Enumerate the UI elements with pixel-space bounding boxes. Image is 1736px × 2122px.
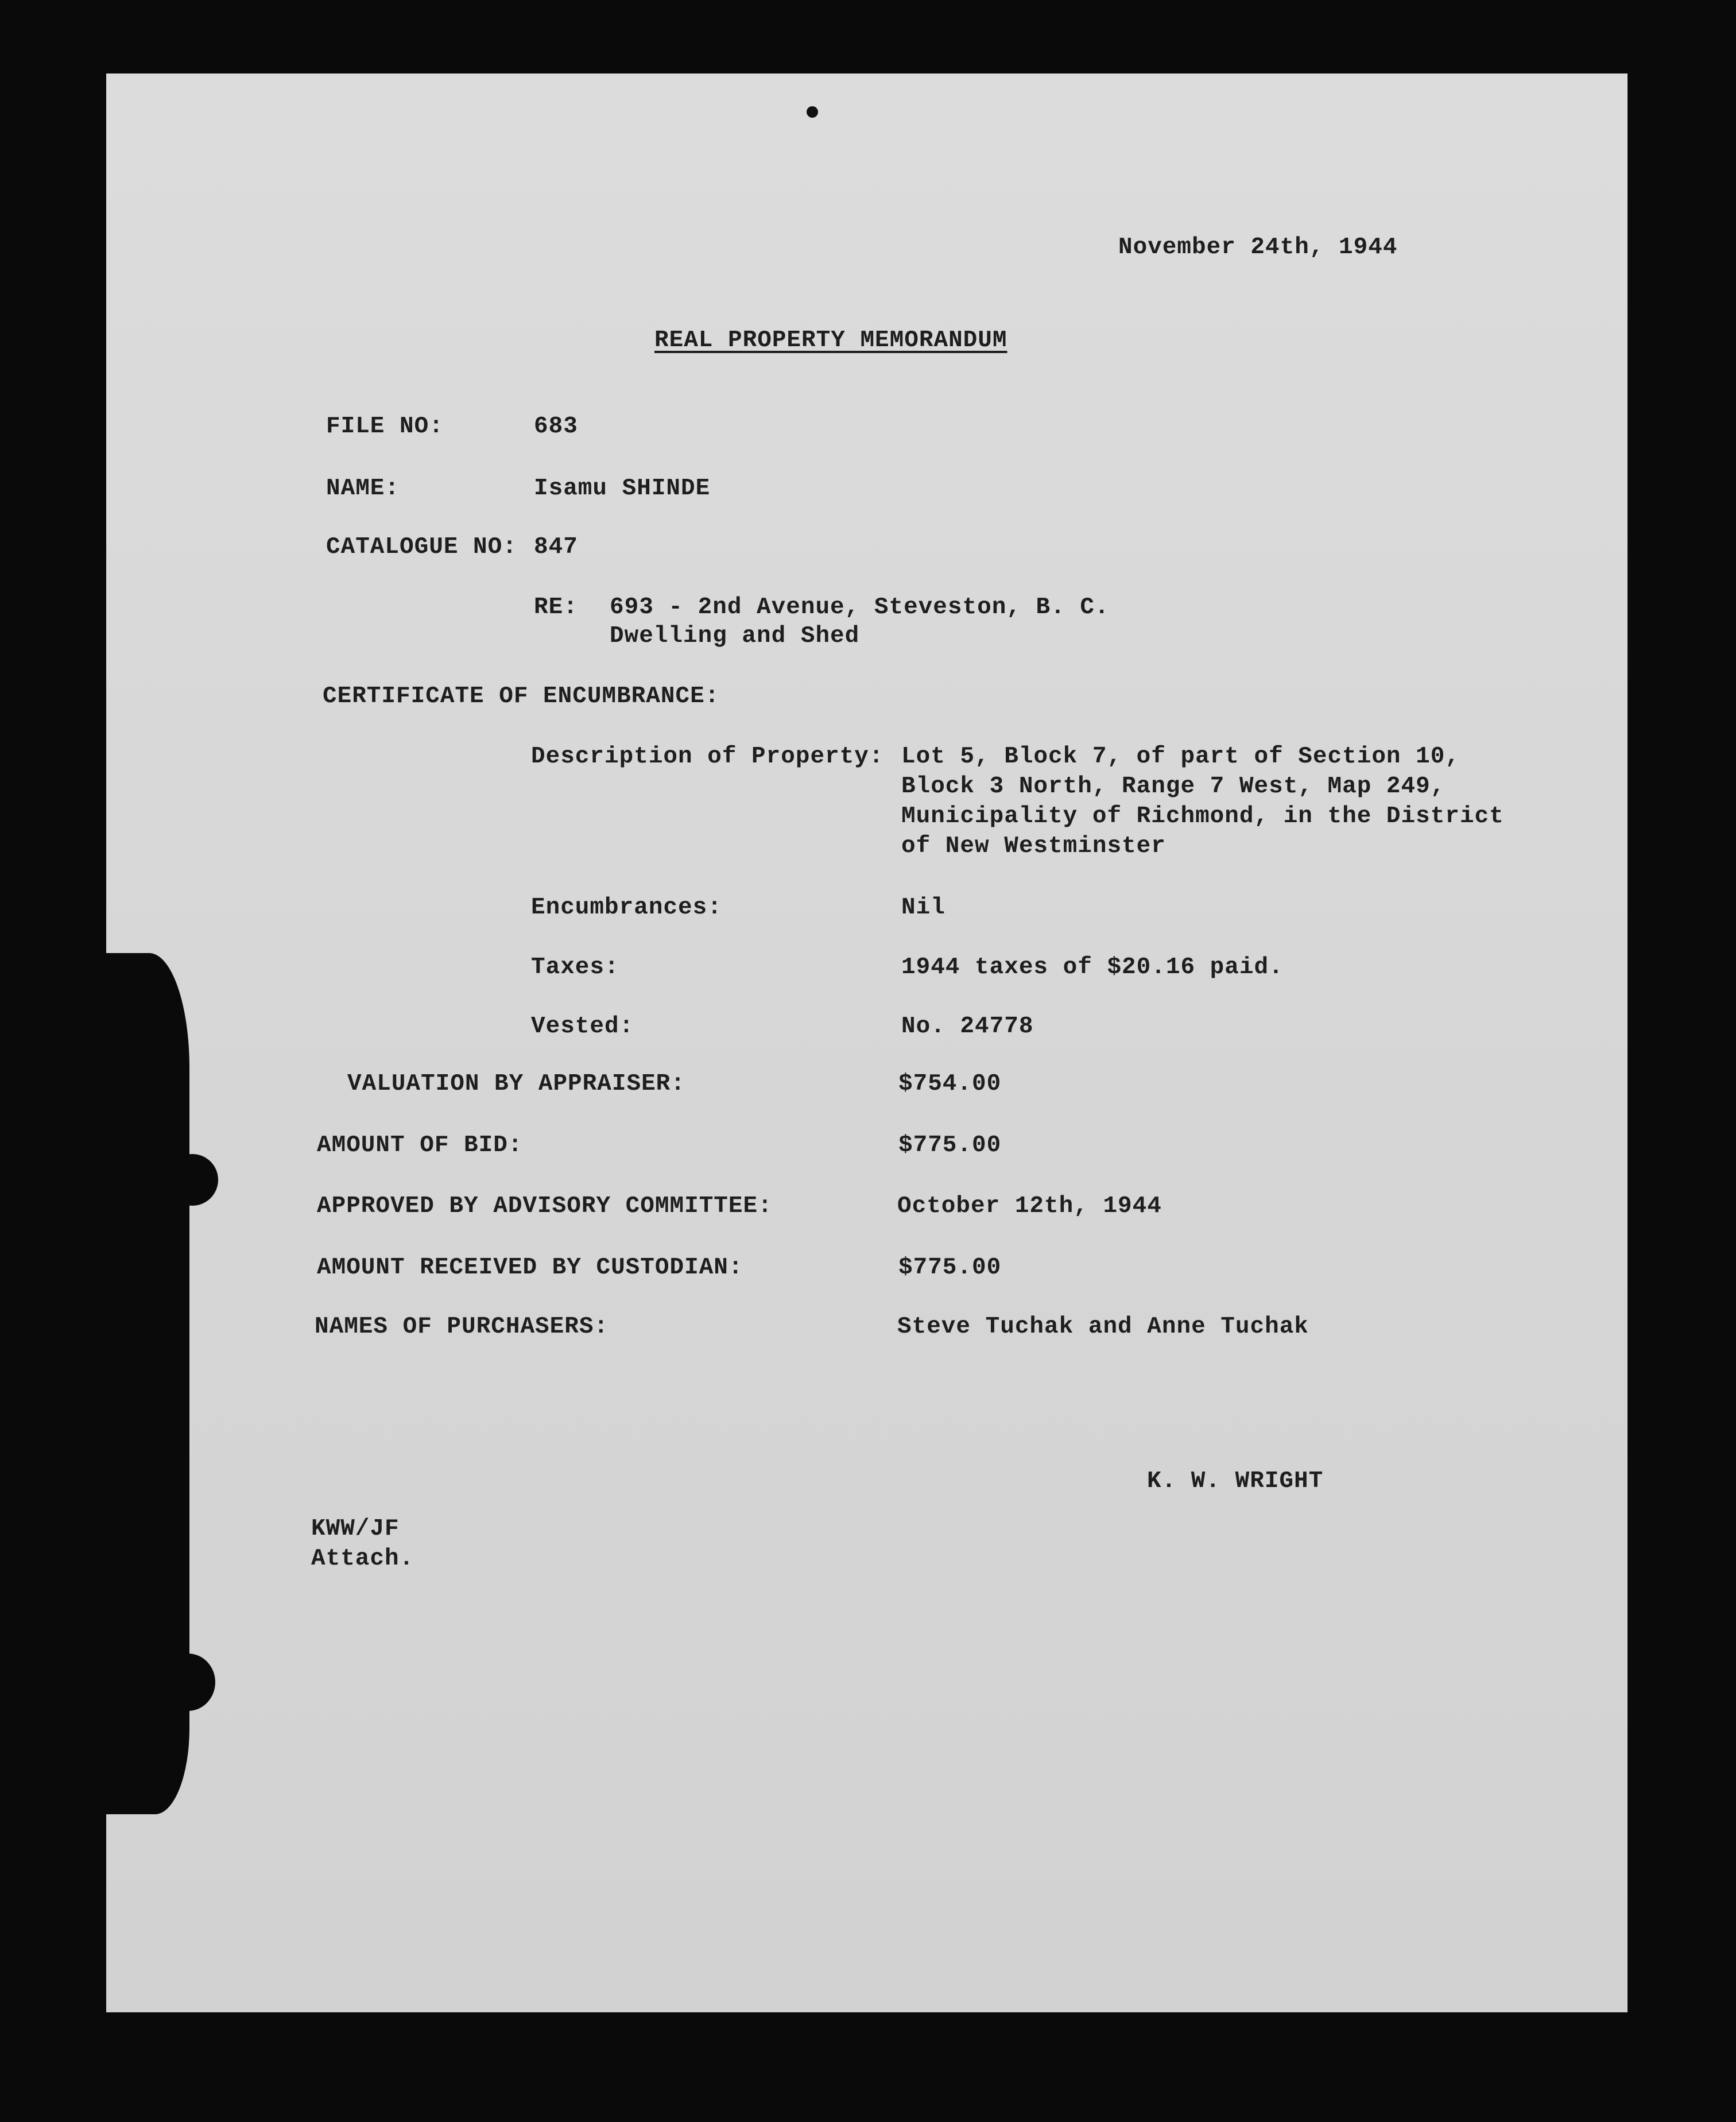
signature: K. W. WRIGHT bbox=[1147, 1468, 1324, 1494]
name-value: Isamu SHINDE bbox=[534, 475, 711, 502]
name-label: NAME: bbox=[326, 475, 400, 502]
initials: KWW/JF bbox=[311, 1516, 400, 1542]
purchasers-label: NAMES OF PURCHASERS: bbox=[315, 1314, 609, 1340]
bid-value: $775.00 bbox=[898, 1132, 1002, 1159]
re-description: Dwelling and Shed bbox=[610, 623, 860, 649]
valuation-value: $754.00 bbox=[898, 1071, 1002, 1097]
certificate-label: CERTIFICATE OF ENCUMBRANCE: bbox=[323, 683, 720, 710]
received-label: AMOUNT RECEIVED BY CUSTODIAN: bbox=[317, 1254, 743, 1281]
taxes-value: 1944 taxes of $20.16 paid. bbox=[901, 954, 1284, 981]
re-address: 693 - 2nd Avenue, Steveston, B. C. bbox=[610, 594, 1110, 621]
catalogue-label: CATALOGUE NO: bbox=[326, 534, 517, 560]
description-line: of New Westminster bbox=[901, 833, 1166, 859]
purchasers-value: Steve Tuchak and Anne Tuchak bbox=[897, 1314, 1309, 1340]
description-line: Municipality of Richmond, in the District bbox=[901, 803, 1504, 830]
vested-value: No. 24778 bbox=[901, 1013, 1034, 1040]
file-label: FILE NO: bbox=[326, 413, 444, 440]
valuation-label: VALUATION BY APPRAISER: bbox=[347, 1071, 685, 1097]
description-line: Block 3 North, Range 7 West, Map 249, bbox=[901, 773, 1446, 800]
memo-page bbox=[106, 73, 1628, 2012]
memo-title: REAL PROPERTY MEMORANDUM bbox=[654, 327, 1008, 354]
file-value: 683 bbox=[534, 413, 578, 440]
re-label: RE: bbox=[534, 594, 578, 621]
vested-label: Vested: bbox=[531, 1013, 634, 1040]
encumbrances-label: Encumbrances: bbox=[531, 895, 722, 921]
attachment-note: Attach. bbox=[311, 1546, 414, 1572]
encumbrances-value: Nil bbox=[901, 895, 946, 921]
bid-label: AMOUNT OF BID: bbox=[317, 1132, 523, 1159]
description-line: Lot 5, Block 7, of part of Section 10, bbox=[901, 744, 1460, 770]
received-value: $775.00 bbox=[898, 1254, 1002, 1281]
approved-value: October 12th, 1944 bbox=[897, 1193, 1162, 1219]
memo-date: November 24th, 1944 bbox=[1118, 234, 1398, 261]
taxes-label: Taxes: bbox=[531, 954, 619, 981]
approved-label: APPROVED BY ADVISORY COMMITTEE: bbox=[317, 1193, 773, 1219]
punch-mark bbox=[807, 106, 818, 118]
description-label: Description of Property: bbox=[531, 744, 884, 770]
binder-hole-lower bbox=[161, 1654, 215, 1711]
binder-hole-upper bbox=[166, 1154, 218, 1206]
catalogue-value: 847 bbox=[534, 534, 578, 560]
